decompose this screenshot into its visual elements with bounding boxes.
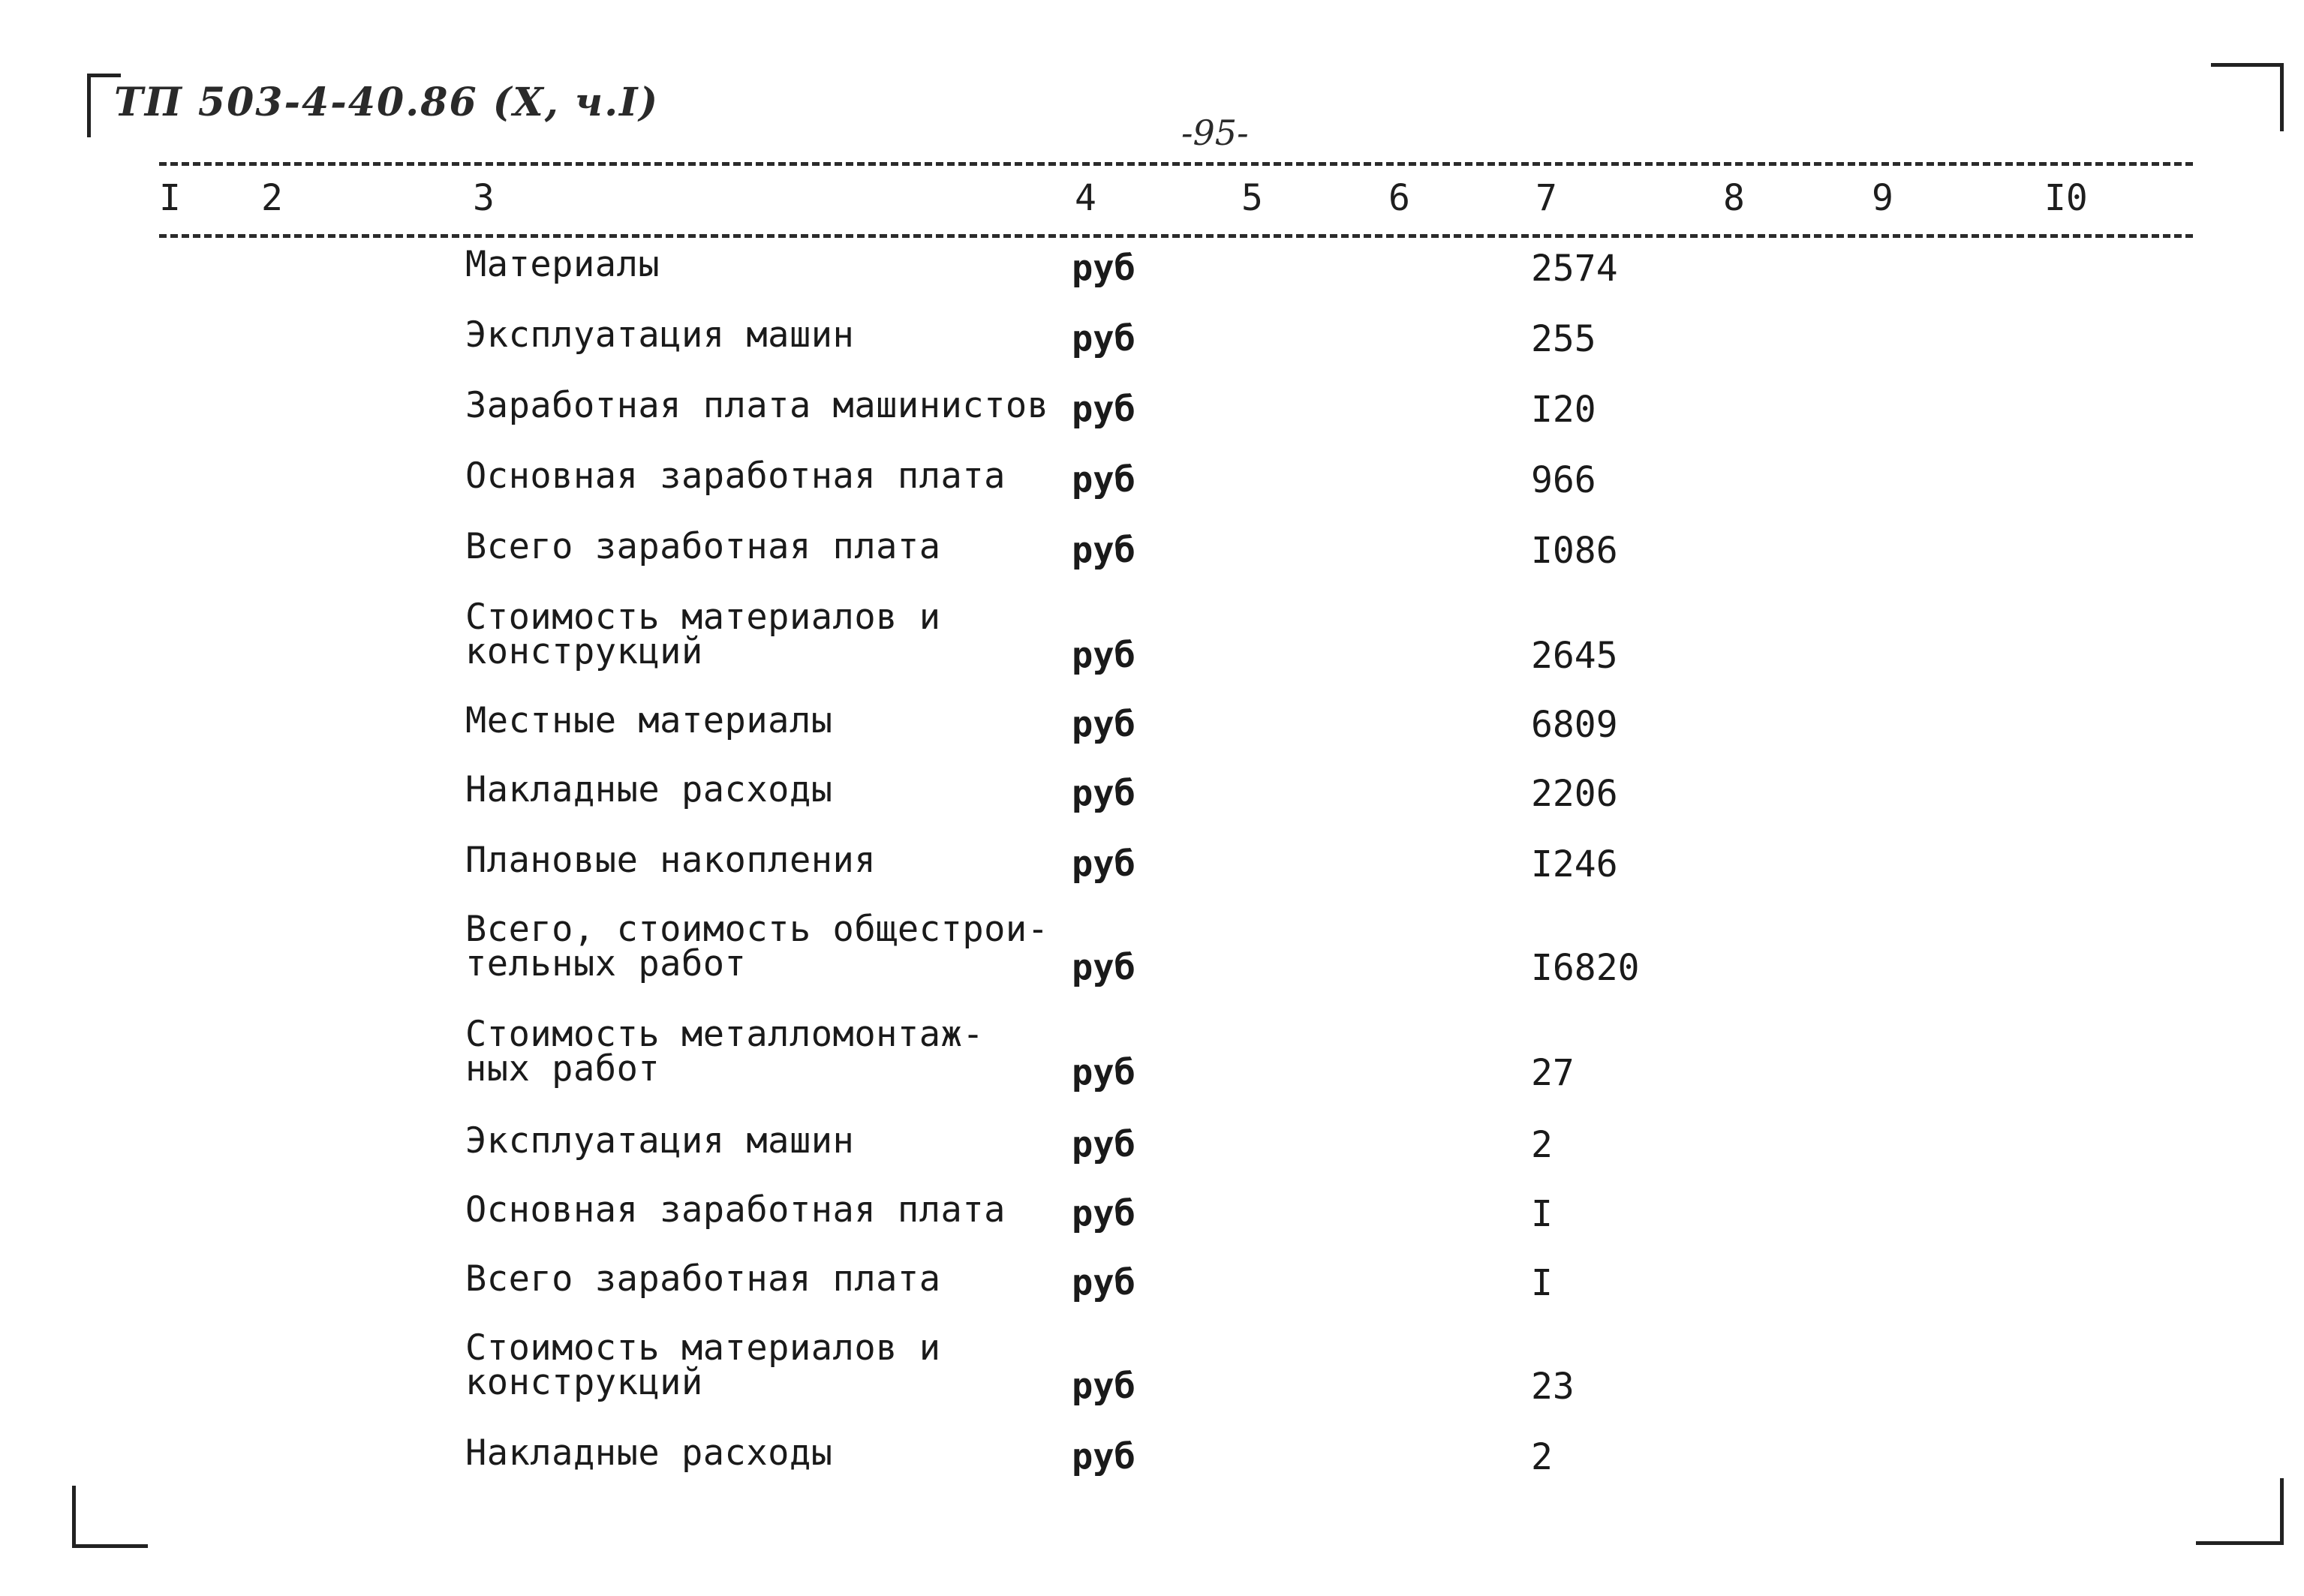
column-number: 7 [1535, 177, 1557, 219]
row-value: 255 [1531, 318, 1596, 360]
row-value: 27 [1531, 1052, 1575, 1094]
row-unit: руб [1072, 773, 1135, 814]
row-value: 2 [1531, 1124, 1553, 1166]
row-unit: руб [1072, 1366, 1135, 1407]
row-name: Эксплуатация машин [465, 314, 855, 356]
row-name: Стоимость металломонтаж- ных работ [465, 1014, 985, 1090]
column-number: 3 [473, 177, 495, 219]
row-unit: руб [1072, 1052, 1135, 1093]
table-header-bottom-rule [159, 234, 2193, 238]
document-code: ТП 503-4-40.86 (X, ч.I) [114, 80, 660, 125]
row-name: Всего, стоимость общестрои- тельных работ [465, 909, 1049, 984]
row-unit: руб [1072, 389, 1135, 430]
row-unit: руб [1072, 318, 1135, 359]
row-value: 2 [1531, 1436, 1553, 1478]
row-unit: руб [1072, 459, 1135, 500]
column-number: 4 [1075, 177, 1096, 219]
column-number: 9 [1872, 177, 1893, 219]
row-value: I20 [1531, 389, 1596, 431]
row-name: Плановые накопления [465, 840, 877, 881]
row-value: 2206 [1531, 773, 1618, 815]
corner-mark-bottom-left [72, 1486, 148, 1548]
column-number: 6 [1388, 177, 1410, 219]
row-unit: руб [1072, 947, 1135, 988]
row-value: I [1531, 1193, 1553, 1235]
row-value: 966 [1531, 459, 1596, 501]
row-name: Стоимость материалов и конструкций [465, 1327, 941, 1403]
row-unit: руб [1072, 530, 1135, 571]
row-unit: руб [1072, 1124, 1135, 1165]
column-number: 2 [261, 177, 283, 219]
row-unit: руб [1072, 1193, 1135, 1234]
row-unit: руб [1072, 635, 1135, 676]
row-name: Основная заработная плата [465, 455, 1006, 497]
column-number: I0 [2044, 177, 2088, 219]
row-value: 2574 [1531, 248, 1618, 290]
row-value: I086 [1531, 530, 1618, 572]
row-name: Материалы [465, 244, 660, 285]
column-number: 8 [1723, 177, 1745, 219]
row-value: 2645 [1531, 635, 1618, 677]
row-name: Основная заработная плата [465, 1189, 1006, 1231]
row-unit: руб [1072, 704, 1135, 745]
row-unit: руб [1072, 1436, 1135, 1477]
corner-mark-bottom-right [2196, 1478, 2284, 1545]
column-number: 5 [1241, 177, 1263, 219]
table-header-top-rule [159, 162, 2193, 166]
row-name: Заработная плата машинистов [465, 385, 1049, 426]
row-name: Эксплуатация машин [465, 1120, 855, 1162]
row-name: Накладные расходы [465, 1432, 833, 1474]
column-number: I [159, 177, 181, 219]
row-name: Местные материалы [465, 700, 833, 741]
row-unit: руб [1072, 843, 1135, 885]
row-unit: руб [1072, 1262, 1135, 1303]
row-value: 23 [1531, 1366, 1575, 1408]
row-value: I [1531, 1262, 1553, 1304]
row-value: I6820 [1531, 947, 1640, 989]
row-name: Стоимость материалов и конструкций [465, 597, 941, 672]
page-number: -95- [1181, 113, 1249, 153]
corner-mark-top-right [2211, 63, 2284, 131]
row-unit: руб [1072, 248, 1135, 289]
row-value: 6809 [1531, 704, 1618, 746]
row-name: Всего заработная плата [465, 526, 941, 567]
row-name: Накладные расходы [465, 769, 833, 810]
row-name: Всего заработная плата [465, 1258, 941, 1300]
row-value: I246 [1531, 843, 1618, 885]
